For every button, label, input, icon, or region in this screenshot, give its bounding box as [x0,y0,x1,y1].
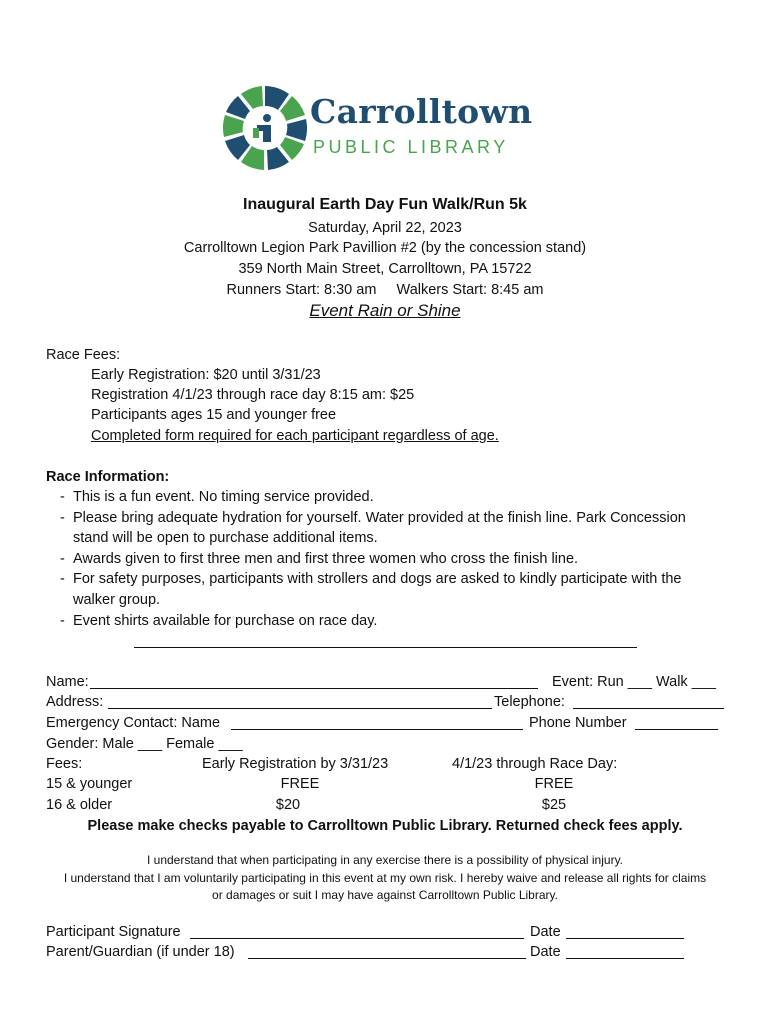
event-title: Inaugural Earth Day Fun Walk/Run 5k [243,196,527,213]
event-location: Carrolltown Legion Park Pavillion #2 (by the concession stand) [183,240,587,256]
bullet-dash: - [60,489,65,505]
participant-signature-label: Participant Signature [46,924,181,940]
guardian-date-field[interactable] [566,958,684,959]
guardian-date-label: Date [530,944,561,960]
fee-row-late: FREE [534,776,574,792]
address-label: Address: [46,694,104,710]
phone-number-field[interactable] [635,729,718,730]
gender-label[interactable]: Gender: Male ___ Female ___ [46,736,243,752]
telephone-field[interactable] [573,708,724,709]
fee-row-age: 16 & older [46,797,113,813]
cut-line [134,647,637,648]
event-address: 359 North Main Street, Carrolltown, PA 15722 [238,261,532,277]
waiver-line: I understand that when participating in any exercise there is a possibility of physical injury. [146,853,624,867]
race-fee-item: Registration 4/1/23 through race day 8:15 am: $25 [91,387,415,403]
waiver-line: I understand that I am voluntarily participating in this event at my own risk. I hereby waive and release all rights for claims [63,871,707,885]
race-fee-item: Participants ages 15 and younger free [91,407,337,423]
race-info-item: For safety purposes, participants with strollers and dogs are asked to kindly participate with the [73,571,682,587]
race-info-item: Please bring adequate hydration for yourself. Water provided at the finish line. Park Concession [73,510,686,526]
race-info-item: stand will be open to purchase additional items. [73,530,378,546]
address-field[interactable] [108,708,492,709]
race-info-item: Event shirts available for purchase on race day. [73,613,378,629]
phone-number-label: Phone Number [529,715,627,731]
fees-label: Fees: [46,756,83,772]
early-registration-column: Early Registration by 3/31/23 [202,756,389,772]
fee-row-age: 15 & younger [46,776,133,792]
bullet-dash: - [60,571,65,587]
race-fees-heading: Race Fees: [46,347,121,363]
participant-date-label: Date [530,924,561,940]
waiver-line: or damages or suit I may have against Carrolltown Public Library. [212,888,558,902]
name-field[interactable] [90,688,538,689]
race-info-item: walker group. [73,592,161,608]
bullet-dash: - [60,551,65,567]
emergency-contact-field[interactable] [231,729,523,730]
telephone-label: Telephone: [494,694,565,710]
library-logo-mark [221,84,309,172]
race-info-heading: Race Information: [46,469,170,485]
emergency-contact-label: Emergency Contact: Name [46,715,221,731]
bullet-dash: - [60,613,65,629]
race-fees-note: Completed form required for each participant regardless of age. [91,428,499,444]
logo-subtitle: PUBLIC LIBRARY [313,137,509,157]
race-fee-item: Early Registration: $20 until 3/31/23 [91,367,321,383]
race-day-column: 4/1/23 through Race Day: [452,756,618,772]
guardian-signature-field[interactable] [248,958,526,959]
event-choice-label[interactable]: Event: Run ___ Walk ___ [552,674,716,690]
participant-date-field[interactable] [566,938,684,939]
fee-row-late: $25 [541,797,567,813]
name-label: Name: [46,674,89,690]
race-info-item: This is a fun event. No timing service provided. [73,489,374,505]
fee-row-early: $20 [275,797,301,813]
event-date: Saturday, April 22, 2023 [308,220,462,236]
participant-signature-field[interactable] [190,938,524,939]
bullet-dash: - [60,510,65,526]
event-weather-note: Event Rain or Shine [309,301,461,320]
logo-title: Carrolltown [310,92,533,131]
checks-note: Please make checks payable to Carrolltown Public Library. Returned check fees apply. [87,818,683,834]
event-start-times: Runners Start: 8:30 am Walkers Start: 8:45 am [226,282,544,298]
fee-row-early: FREE [280,776,320,792]
guardian-signature-label: Parent/Guardian (if under 18) [46,944,235,960]
race-info-item: Awards given to first three men and first three women who cross the finish line. [73,551,579,567]
